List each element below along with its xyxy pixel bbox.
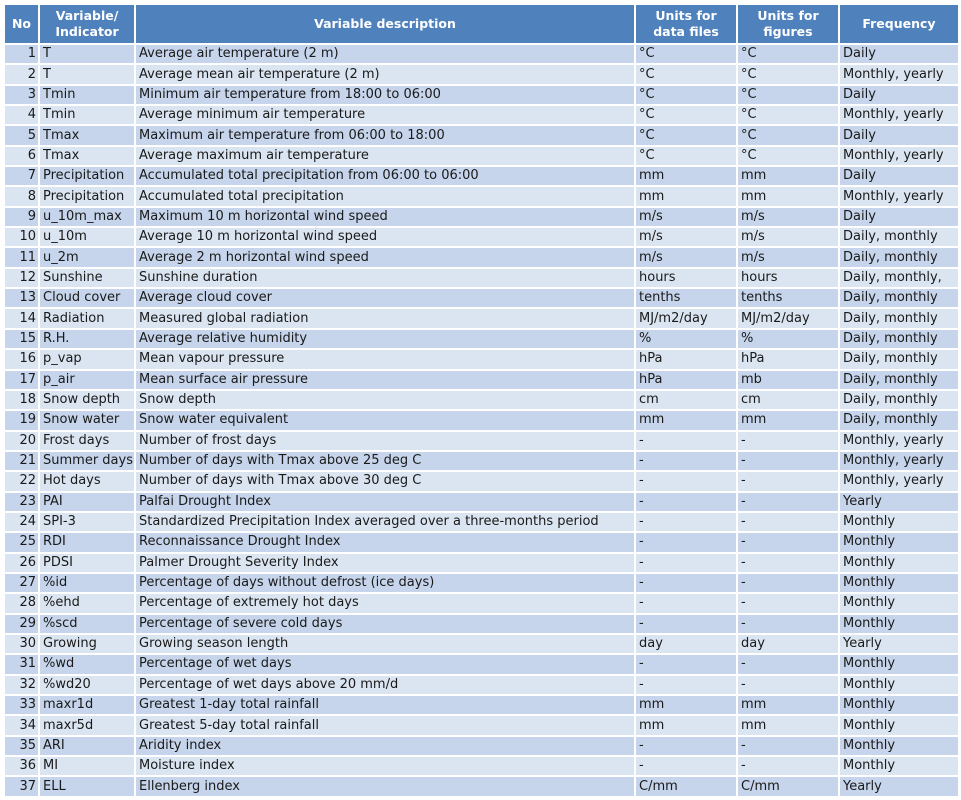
cell-units-data: m/s (635, 247, 737, 267)
table-row (4, 64, 959, 84)
cell-units-data: tenths (635, 288, 737, 308)
cell-variable: p_air (39, 370, 135, 390)
cell-frequency: Monthly (839, 573, 959, 593)
cell-description: Number of frost days (135, 431, 635, 451)
cell-units-figures: cm (737, 390, 839, 410)
cell-units-data: hours (635, 268, 737, 288)
cell-units-figures: - (737, 512, 839, 532)
cell-no: 20 (4, 431, 39, 451)
cell-no: 2 (4, 64, 39, 84)
table-row (4, 654, 959, 674)
cell-variable: SPI-3 (39, 512, 135, 532)
table-row (4, 268, 959, 288)
cell-variable: maxr1d (39, 695, 135, 715)
cell-description: Percentage of wet days (135, 654, 635, 674)
cell-frequency: Monthly (839, 715, 959, 735)
cell-units-data: mm (635, 410, 737, 430)
cell-variable: ARI (39, 736, 135, 756)
table-row (4, 44, 959, 64)
cell-description: Palfai Drought Index (135, 492, 635, 512)
header-variable: Variable/ Indicator (39, 4, 135, 44)
cell-description: Average maximum air temperature (135, 146, 635, 166)
cell-units-data: - (635, 512, 737, 532)
cell-frequency: Monthly (839, 654, 959, 674)
cell-units-figures: mb (737, 370, 839, 390)
header-units-data: Units for data files (635, 4, 737, 44)
cell-units-data: °C (635, 85, 737, 105)
cell-description: Moisture index (135, 756, 635, 776)
cell-frequency: Monthly (839, 593, 959, 613)
cell-description: Greatest 5-day total rainfall (135, 715, 635, 735)
cell-units-data: cm (635, 390, 737, 410)
cell-description: Percentage of extremely hot days (135, 593, 635, 613)
cell-description: Reconnaissance Drought Index (135, 532, 635, 552)
cell-no: 36 (4, 756, 39, 776)
cell-description: Aridity index (135, 736, 635, 756)
cell-units-figures: - (737, 614, 839, 634)
cell-units-figures: m/s (737, 207, 839, 227)
table-row (4, 492, 959, 512)
cell-no: 13 (4, 288, 39, 308)
cell-no: 35 (4, 736, 39, 756)
cell-units-figures: - (737, 675, 839, 695)
cell-variable: PDSI (39, 553, 135, 573)
cell-units-data: - (635, 573, 737, 593)
cell-units-data: mm (635, 186, 737, 206)
cell-units-figures: mm (737, 410, 839, 430)
cell-no: 9 (4, 207, 39, 227)
cell-units-data: - (635, 654, 737, 674)
cell-variable: Cloud cover (39, 288, 135, 308)
cell-units-figures: MJ/m2/day (737, 308, 839, 328)
cell-variable: Tmax (39, 146, 135, 166)
cell-frequency: Daily (839, 44, 959, 64)
cell-variable: Hot days (39, 471, 135, 491)
cell-frequency: Monthly (839, 512, 959, 532)
cell-frequency: Daily, monthly (839, 390, 959, 410)
cell-variable: Snow water (39, 410, 135, 430)
table-body (4, 44, 959, 797)
header-no: No (4, 4, 39, 44)
cell-units-figures: - (737, 532, 839, 552)
cell-units-figures: - (737, 471, 839, 491)
header-description: Variable description (135, 4, 635, 44)
cell-variable: u_10m (39, 227, 135, 247)
cell-frequency: Daily, monthly, (839, 268, 959, 288)
cell-units-figures: - (737, 573, 839, 593)
cell-description: Minimum air temperature from 18:00 to 06:00 (135, 85, 635, 105)
cell-units-figures: mm (737, 695, 839, 715)
cell-units-data: - (635, 492, 737, 512)
cell-units-data: MJ/m2/day (635, 308, 737, 328)
variables-table-container (3, 3, 960, 798)
cell-description: Growing season length (135, 634, 635, 654)
cell-frequency: Monthly, yearly (839, 471, 959, 491)
cell-units-figures: mm (737, 166, 839, 186)
cell-no: 7 (4, 166, 39, 186)
cell-units-figures: - (737, 451, 839, 471)
cell-variable: p_vap (39, 349, 135, 369)
cell-no: 16 (4, 349, 39, 369)
cell-description: Average 2 m horizontal wind speed (135, 247, 635, 267)
cell-units-figures: day (737, 634, 839, 654)
cell-frequency: Yearly (839, 634, 959, 654)
cell-no: 3 (4, 85, 39, 105)
cell-variable: %wd (39, 654, 135, 674)
table-row (4, 146, 959, 166)
table-row (4, 370, 959, 390)
table-row (4, 451, 959, 471)
header-row (4, 4, 959, 44)
cell-frequency: Yearly (839, 776, 959, 796)
cell-no: 10 (4, 227, 39, 247)
cell-description: Measured global radiation (135, 308, 635, 328)
cell-units-figures: °C (737, 125, 839, 145)
cell-units-data: hPa (635, 370, 737, 390)
table-row (4, 675, 959, 695)
cell-no: 18 (4, 390, 39, 410)
cell-frequency: Daily, monthly (839, 349, 959, 369)
cell-units-figures: % (737, 329, 839, 349)
table-row (4, 207, 959, 227)
cell-description: Accumulated total precipitation (135, 186, 635, 206)
cell-no: 21 (4, 451, 39, 471)
table-row (4, 329, 959, 349)
cell-description: Number of days with Tmax above 25 deg C (135, 451, 635, 471)
cell-units-figures: hours (737, 268, 839, 288)
cell-units-data: C/mm (635, 776, 737, 796)
table-row (4, 736, 959, 756)
cell-no: 17 (4, 370, 39, 390)
cell-units-data: °C (635, 64, 737, 84)
cell-frequency: Daily (839, 85, 959, 105)
cell-variable: T (39, 64, 135, 84)
table-row (4, 390, 959, 410)
table-row (4, 512, 959, 532)
cell-description: Sunshine duration (135, 268, 635, 288)
cell-variable: u_10m_max (39, 207, 135, 227)
cell-variable: %id (39, 573, 135, 593)
cell-variable: Precipitation (39, 166, 135, 186)
cell-no: 25 (4, 532, 39, 552)
cell-no: 24 (4, 512, 39, 532)
cell-units-figures: mm (737, 186, 839, 206)
cell-frequency: Monthly, yearly (839, 186, 959, 206)
cell-description: Mean vapour pressure (135, 349, 635, 369)
cell-units-data: °C (635, 125, 737, 145)
cell-variable: Sunshine (39, 268, 135, 288)
table-row (4, 614, 959, 634)
cell-no: 30 (4, 634, 39, 654)
cell-variable: Tmax (39, 125, 135, 145)
cell-frequency: Monthly, yearly (839, 64, 959, 84)
cell-description: Greatest 1-day total rainfall (135, 695, 635, 715)
cell-units-figures: °C (737, 146, 839, 166)
cell-no: 15 (4, 329, 39, 349)
table-row (4, 634, 959, 654)
cell-description: Snow water equivalent (135, 410, 635, 430)
cell-units-figures: °C (737, 85, 839, 105)
cell-frequency: Daily (839, 125, 959, 145)
table-row (4, 410, 959, 430)
cell-units-data: m/s (635, 207, 737, 227)
cell-no: 26 (4, 553, 39, 573)
cell-units-figures: - (737, 492, 839, 512)
cell-frequency: Daily, monthly (839, 288, 959, 308)
cell-units-data: - (635, 532, 737, 552)
cell-units-data: - (635, 675, 737, 695)
cell-variable: Tmin (39, 105, 135, 125)
table-row (4, 125, 959, 145)
cell-no: 33 (4, 695, 39, 715)
cell-units-figures: - (737, 756, 839, 776)
table-row (4, 308, 959, 328)
cell-variable: ELL (39, 776, 135, 796)
table-row (4, 166, 959, 186)
cell-frequency: Daily, monthly (839, 370, 959, 390)
cell-description: Percentage of severe cold days (135, 614, 635, 634)
cell-frequency: Monthly (839, 695, 959, 715)
cell-units-figures: tenths (737, 288, 839, 308)
cell-frequency: Monthly (839, 736, 959, 756)
cell-units-data: - (635, 553, 737, 573)
cell-description: Average 10 m horizontal wind speed (135, 227, 635, 247)
cell-units-figures: - (737, 593, 839, 613)
cell-units-data: - (635, 471, 737, 491)
table-row (4, 288, 959, 308)
table-row (4, 349, 959, 369)
cell-variable: Tmin (39, 85, 135, 105)
cell-units-figures: °C (737, 64, 839, 84)
cell-description: Palmer Drought Severity Index (135, 553, 635, 573)
cell-units-figures: m/s (737, 227, 839, 247)
cell-no: 29 (4, 614, 39, 634)
cell-description: Accumulated total precipitation from 06:00 to 06:00 (135, 166, 635, 186)
table-row (4, 186, 959, 206)
cell-units-data: °C (635, 105, 737, 125)
cell-no: 23 (4, 492, 39, 512)
table-row (4, 715, 959, 735)
cell-no: 34 (4, 715, 39, 735)
cell-description: Maximum 10 m horizontal wind speed (135, 207, 635, 227)
cell-variable: Radiation (39, 308, 135, 328)
cell-units-figures: °C (737, 105, 839, 125)
table-row (4, 227, 959, 247)
cell-frequency: Daily, monthly (839, 329, 959, 349)
table-row (4, 105, 959, 125)
cell-units-data: - (635, 756, 737, 776)
cell-no: 22 (4, 471, 39, 491)
cell-units-data: mm (635, 695, 737, 715)
cell-variable: Frost days (39, 431, 135, 451)
cell-description: Average cloud cover (135, 288, 635, 308)
cell-frequency: Monthly, yearly (839, 146, 959, 166)
cell-description: Average relative humidity (135, 329, 635, 349)
cell-units-figures: m/s (737, 247, 839, 267)
table-row (4, 695, 959, 715)
cell-units-figures: mm (737, 715, 839, 735)
cell-description: Percentage of days without defrost (ice days) (135, 573, 635, 593)
cell-units-figures: - (737, 431, 839, 451)
cell-no: 4 (4, 105, 39, 125)
cell-units-data: - (635, 614, 737, 634)
cell-units-figures: - (737, 553, 839, 573)
cell-variable: Growing (39, 634, 135, 654)
cell-no: 12 (4, 268, 39, 288)
cell-frequency: Daily (839, 166, 959, 186)
cell-frequency: Daily, monthly (839, 410, 959, 430)
cell-no: 28 (4, 593, 39, 613)
table-row (4, 532, 959, 552)
cell-units-figures: °C (737, 44, 839, 64)
table-row (4, 776, 959, 796)
cell-description: Snow depth (135, 390, 635, 410)
cell-units-data: - (635, 451, 737, 471)
table-row (4, 431, 959, 451)
table-header (4, 4, 959, 44)
cell-no: 5 (4, 125, 39, 145)
cell-frequency: Monthly (839, 532, 959, 552)
variables-table (3, 3, 960, 798)
table-row (4, 471, 959, 491)
cell-frequency: Monthly, yearly (839, 431, 959, 451)
cell-frequency: Daily, monthly (839, 247, 959, 267)
table-row (4, 756, 959, 776)
cell-units-figures: hPa (737, 349, 839, 369)
cell-frequency: Monthly, yearly (839, 451, 959, 471)
cell-units-figures: C/mm (737, 776, 839, 796)
cell-variable: RDI (39, 532, 135, 552)
cell-no: 8 (4, 186, 39, 206)
cell-variable: %wd20 (39, 675, 135, 695)
cell-units-data: mm (635, 166, 737, 186)
cell-description: Percentage of wet days above 20 mm/d (135, 675, 635, 695)
cell-no: 37 (4, 776, 39, 796)
cell-no: 1 (4, 44, 39, 64)
cell-variable: Precipitation (39, 186, 135, 206)
header-units-figures: Units for figures (737, 4, 839, 44)
cell-units-data: m/s (635, 227, 737, 247)
cell-variable: MI (39, 756, 135, 776)
table-row (4, 593, 959, 613)
table-row (4, 247, 959, 267)
cell-description: Average air temperature (2 m) (135, 44, 635, 64)
cell-description: Number of days with Tmax above 30 deg C (135, 471, 635, 491)
cell-units-data: °C (635, 44, 737, 64)
cell-no: 32 (4, 675, 39, 695)
cell-variable: Summer days (39, 451, 135, 471)
cell-frequency: Monthly, yearly (839, 105, 959, 125)
cell-no: 19 (4, 410, 39, 430)
cell-no: 6 (4, 146, 39, 166)
header-frequency: Frequency (839, 4, 959, 44)
table-row (4, 553, 959, 573)
cell-description: Average minimum air temperature (135, 105, 635, 125)
cell-units-figures: - (737, 736, 839, 756)
cell-units-data: hPa (635, 349, 737, 369)
cell-variable: Snow depth (39, 390, 135, 410)
table-row (4, 573, 959, 593)
table-row (4, 85, 959, 105)
cell-no: 31 (4, 654, 39, 674)
cell-frequency: Daily, monthly (839, 308, 959, 328)
cell-frequency: Daily, monthly (839, 227, 959, 247)
cell-no: 14 (4, 308, 39, 328)
cell-variable: R.H. (39, 329, 135, 349)
cell-description: Standardized Precipitation Index averaged over a three-months period (135, 512, 635, 532)
cell-units-data: day (635, 634, 737, 654)
cell-variable: maxr5d (39, 715, 135, 735)
cell-description: Ellenberg index (135, 776, 635, 796)
cell-units-data: - (635, 736, 737, 756)
cell-frequency: Monthly (839, 675, 959, 695)
cell-units-data: - (635, 431, 737, 451)
cell-variable: PAI (39, 492, 135, 512)
cell-frequency: Yearly (839, 492, 959, 512)
cell-frequency: Daily (839, 207, 959, 227)
cell-variable: %scd (39, 614, 135, 634)
cell-units-data: % (635, 329, 737, 349)
cell-frequency: Monthly (839, 756, 959, 776)
cell-no: 27 (4, 573, 39, 593)
cell-frequency: Monthly (839, 553, 959, 573)
cell-units-data: - (635, 593, 737, 613)
cell-units-data: mm (635, 715, 737, 735)
cell-variable: u_2m (39, 247, 135, 267)
cell-description: Average mean air temperature (2 m) (135, 64, 635, 84)
cell-variable: T (39, 44, 135, 64)
cell-units-data: °C (635, 146, 737, 166)
cell-variable: %ehd (39, 593, 135, 613)
cell-no: 11 (4, 247, 39, 267)
cell-description: Maximum air temperature from 06:00 to 18:00 (135, 125, 635, 145)
cell-units-figures: - (737, 654, 839, 674)
cell-description: Mean surface air pressure (135, 370, 635, 390)
cell-frequency: Monthly (839, 614, 959, 634)
